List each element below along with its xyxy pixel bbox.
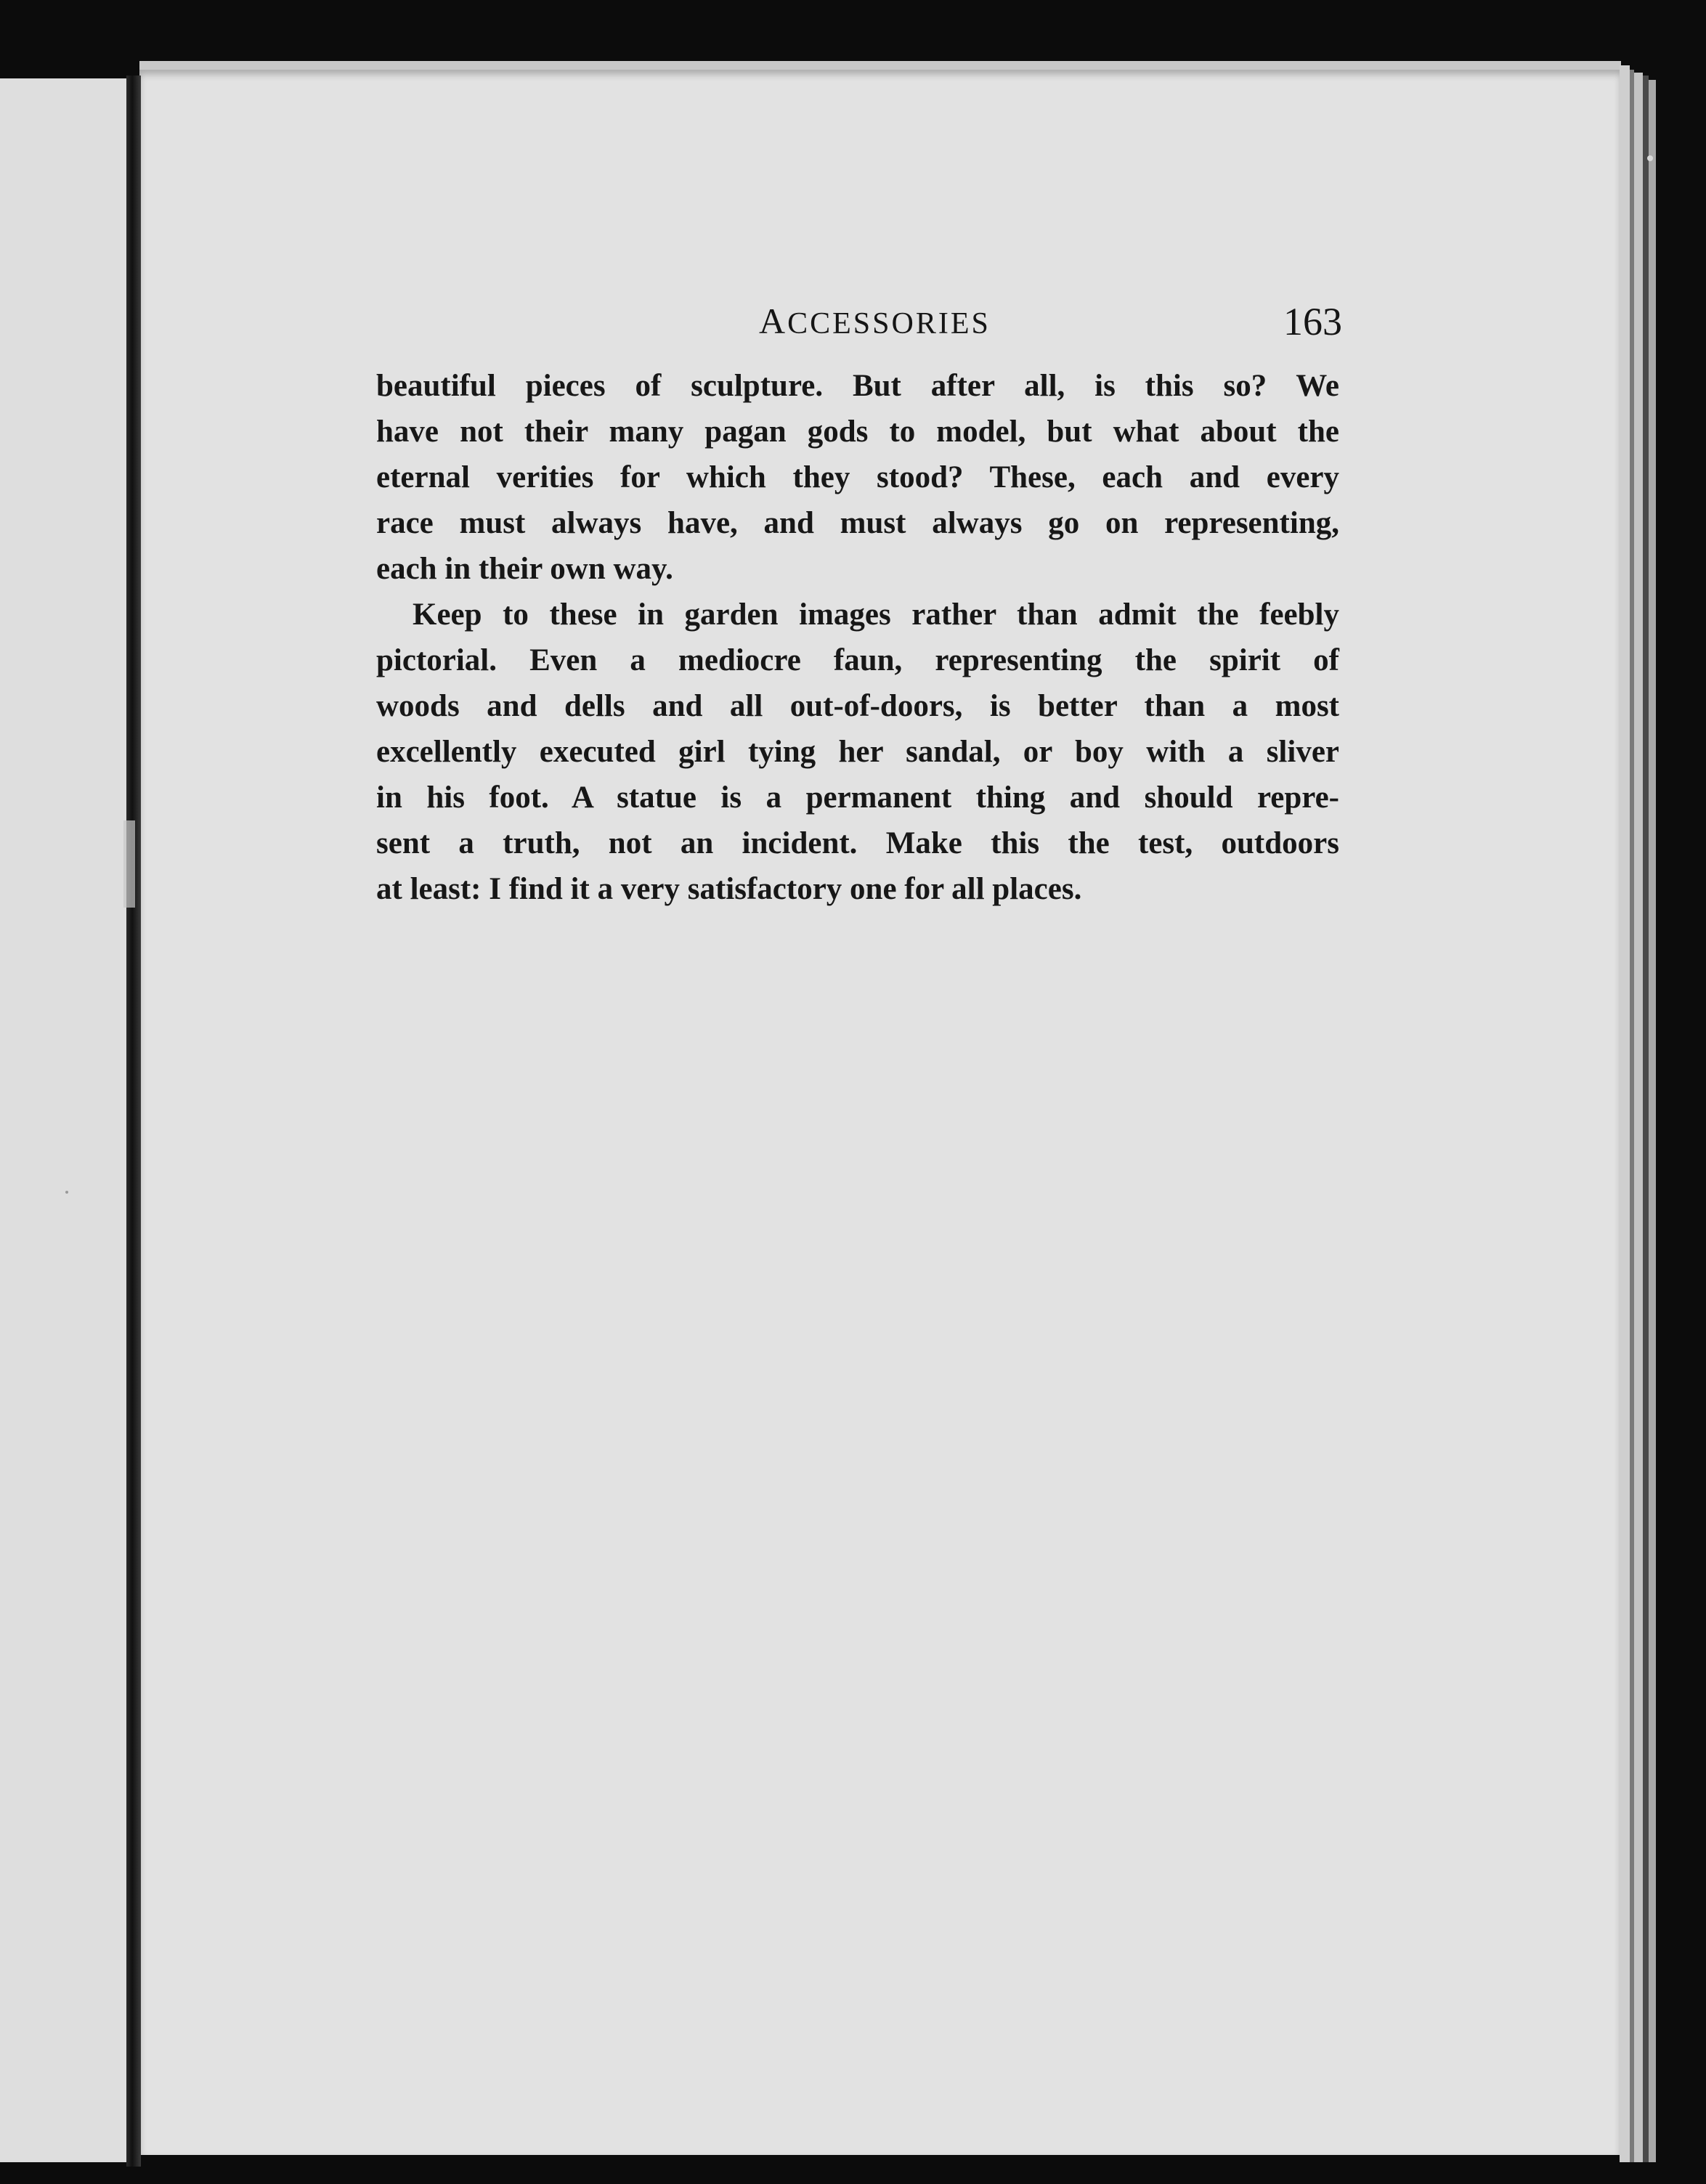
page-number: 163 [1283, 300, 1342, 343]
gutter-highlight [123, 820, 135, 908]
text-line: beautiful pieces of sculpture. But after all, is this so? We [376, 369, 1339, 403]
book-gutter [126, 76, 141, 2167]
page-stack-edge [1634, 73, 1643, 2162]
text-line: have not their many pagan gods to model, but what about the [376, 415, 1339, 449]
text-line: each in their own way. [376, 552, 673, 586]
text-line: eternal verities for which they stood? These, each and every [376, 460, 1339, 494]
page-stack-edge [1643, 76, 1649, 2162]
scan-speck [1647, 155, 1653, 161]
paragraph [376, 592, 1339, 912]
text-line: woods and dells and all out-of-doors, is better than a most [376, 689, 1339, 723]
paragraph [376, 363, 1339, 592]
running-head-text: ACCESSORIES [759, 301, 991, 341]
text-line: sent a truth, not an incident. Make this the test, outdoors [376, 826, 1339, 860]
body-text [376, 363, 1339, 912]
text-line: race must always have, and must always go on representing, [376, 506, 1339, 540]
running-head [759, 300, 991, 342]
previous-page-edge [0, 78, 129, 2162]
text-line: Keep to these in garden images rather than admit the feebly [413, 598, 1339, 632]
page-stack-edge [1649, 80, 1656, 2162]
text-line: pictorial. Even a mediocre faun, representing the spirit of [376, 643, 1339, 677]
page-stack-edge [1620, 65, 1630, 2162]
text-line: in his foot. A statue is a permanent thing and should repre- [376, 781, 1339, 815]
text-line: at least: I find it a very satisfactory one for all places. [376, 872, 1082, 906]
scan-speck [65, 1191, 68, 1194]
text-line: excellently executed girl tying her sandal, or boy with a sliver [376, 735, 1339, 769]
